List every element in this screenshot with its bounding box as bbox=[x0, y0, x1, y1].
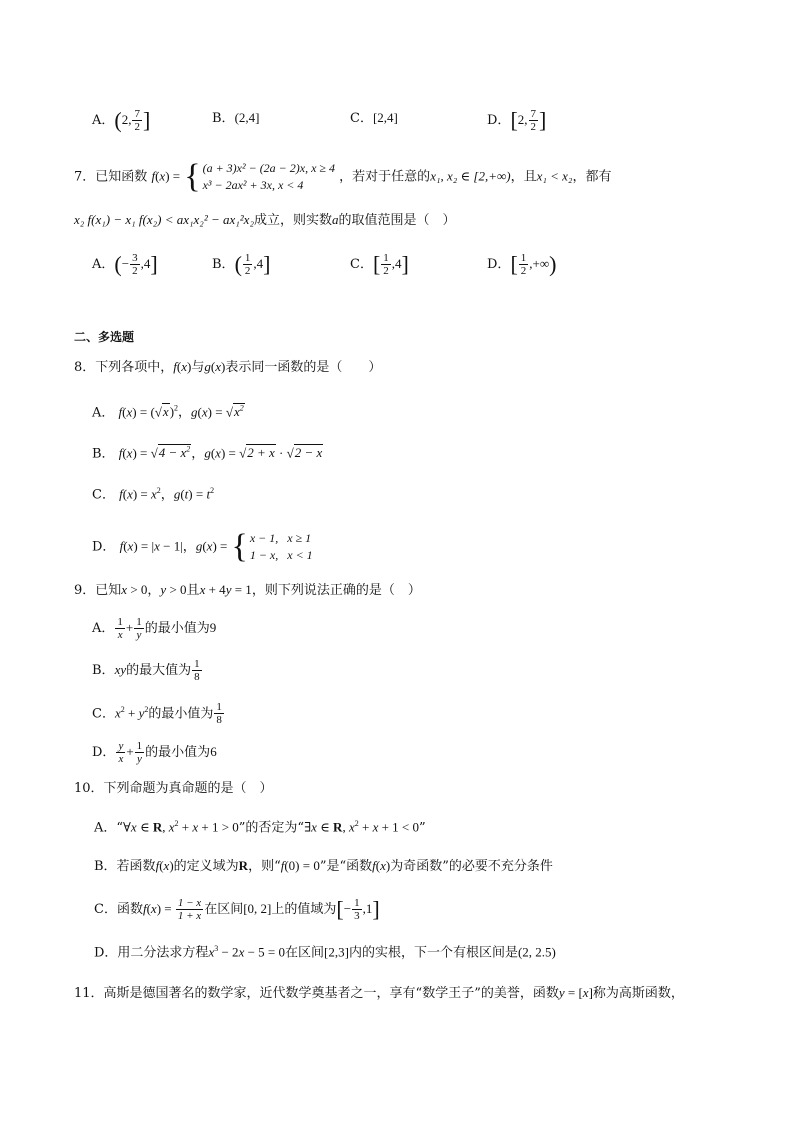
q7-stem-line2: x₂ f(x₁) − x₁ f(x₂) < ax₁x₂² − ax₁²x₂成立，则实数a的取值范围是（ ） bbox=[74, 212, 456, 228]
q7-option-b[interactable]: B．( $\frac{1}{2}$ ,4] bbox=[212, 251, 271, 277]
option-label: B． bbox=[92, 663, 115, 678]
option-label: A． bbox=[92, 405, 115, 421]
q6-option-d[interactable]: D．[2, $\frac{7}{2}$ ] bbox=[487, 107, 547, 133]
q10-stem: 10．下列命题为真命题的是（ ） bbox=[74, 781, 273, 796]
option-label: C． bbox=[92, 487, 115, 503]
q9-option-a[interactable]: A． $\frac{1}{x}$ + $\frac{1}{y}$ 的最小值为9 bbox=[92, 616, 217, 641]
q6-option-c[interactable]: C．[2,4] bbox=[350, 110, 398, 126]
q7-option-a[interactable]: A．(− $\frac{3}{2}$ ,4] bbox=[92, 251, 158, 277]
q9-option-c[interactable]: C．$x^2 + y^2$的最小值为 $\frac{1}{8}$ bbox=[92, 701, 222, 727]
q8-option-c[interactable]: C． $f(x) = x^2$，$g(t) = t^2$ bbox=[92, 486, 215, 503]
q10-option-c[interactable]: C．函数f(x) = $\frac{1 - x}{1 + x}$ 在区间[0, 2]上的值域为[− $\frac{1}{3}$ ,1] bbox=[94, 896, 380, 922]
q6-option-b[interactable]: B．(2,4] bbox=[212, 110, 260, 126]
q9-stem: 9．已知x > 0，y > 0且x + 4y = 1，则下列说法正确的是（ ） bbox=[74, 582, 421, 598]
option-label: D． bbox=[92, 539, 116, 555]
option-label: D． bbox=[92, 745, 116, 760]
q7-stem: 7．已知函数 f(x) = { (a + 3)x² − (2a − 2)x, x ≥ 4 x³ − 2ax² + 3x, x < 4 ，若对于任意的x₁, x₂ ∈ [2,+∞)，且x₁ < x₂，都有 bbox=[74, 158, 612, 195]
option-label: C． bbox=[350, 257, 373, 272]
q8-option-d[interactable]: D． f(x) = |x − 1|，g(x) = { x − 1, x ≥ 1 1 − x, x < 1 bbox=[92, 528, 313, 565]
option-label: B． bbox=[212, 257, 235, 272]
q8-option-b[interactable]: B． $f(x) = √4 - x^2$，g(x) = √2 + x · √2 − x bbox=[92, 445, 323, 462]
option-label: D． bbox=[487, 257, 511, 272]
option-label: B． bbox=[92, 446, 115, 462]
q9-option-d[interactable]: D． $\frac{y}{x}$ + $\frac{1}{y}$ 的最小值为6 bbox=[92, 740, 217, 765]
q8-option-a[interactable]: A． $f(x) = (√x)^2$，$g(x) = √x^2$ bbox=[92, 404, 244, 421]
option-label: A． bbox=[92, 257, 115, 272]
q10-option-a[interactable]: A．“∀x ∈ R, $x^2 + x + 1 > 0$”的否定为“∃x ∈ R, $x^2 + x + 1 < 0$” bbox=[94, 819, 426, 836]
option-label: D． bbox=[487, 113, 511, 128]
q7-option-c[interactable]: C．[ $\frac{1}{2}$ ,4] bbox=[350, 251, 409, 277]
q10-option-b[interactable]: B．若函数f(x)的定义域为R，则“f(0) = 0”是“函数f(x)为奇函数”的必要不充分条件 bbox=[94, 858, 553, 874]
q7-option-d[interactable]: D．[ $\frac{1}{2}$ ,+∞) bbox=[487, 251, 557, 277]
option-label: A． bbox=[92, 621, 115, 636]
option-label: B． bbox=[212, 111, 235, 126]
option-label: A． bbox=[92, 113, 115, 128]
q9-option-b[interactable]: B．xy的最大值为 $\frac{1}{8}$ bbox=[92, 658, 200, 683]
section-heading: 二、多选题 bbox=[74, 330, 135, 344]
q8-stem: 8．下列各项中，f(x)与g(x)表示同一函数的是（ ） bbox=[74, 359, 382, 375]
option-label: C． bbox=[92, 706, 115, 722]
option-label: C． bbox=[350, 111, 373, 126]
q11-stem: 11．高斯是德国著名的数学家，近代数学奠基者之一，享有“数学王子”的美誉，函数y = [x]称为高斯函数， bbox=[74, 985, 684, 1001]
q10-option-d[interactable]: D．用二分法求方程$x^3 - 2x - 5 = 0$在区间[2,3]内的实根，下一个有根区间是(2, 2.5) bbox=[94, 944, 556, 961]
q6-option-a[interactable]: A．(2, $\frac{7}{2}$ ] bbox=[92, 107, 151, 133]
